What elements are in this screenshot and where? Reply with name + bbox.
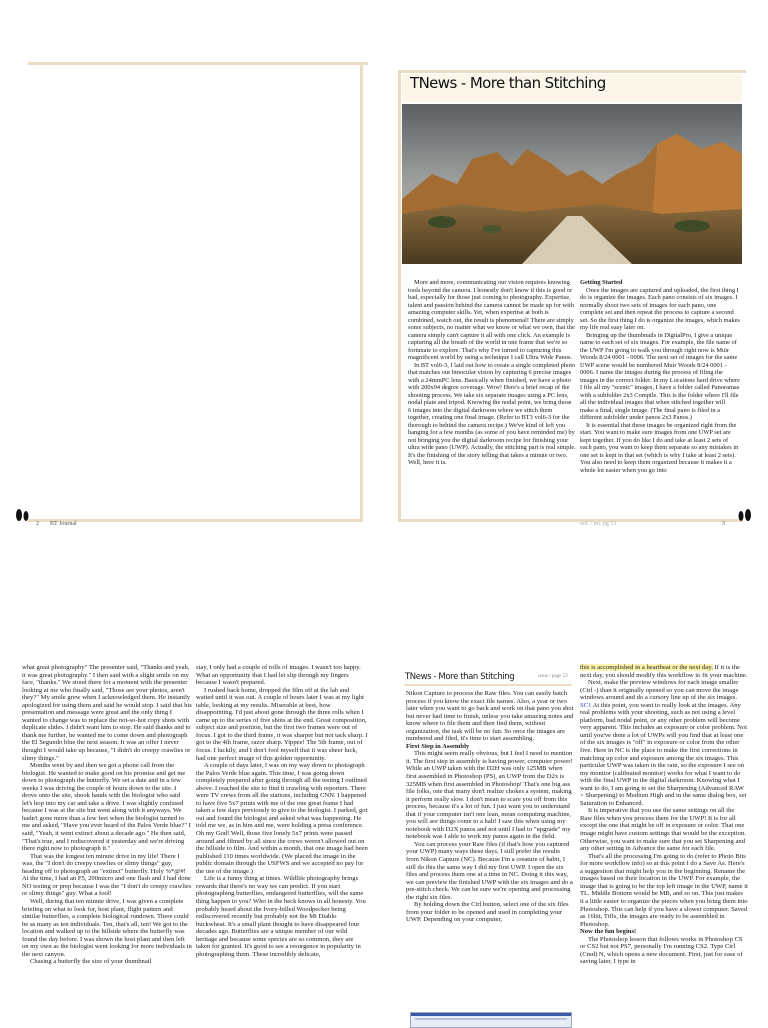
- footer-meta-right: vol. / no. pg 53: [580, 521, 617, 527]
- paragraph: Well, during that ten minute drive, I was given a complete briefing on what to look for, host plant, flight pattern and similar butterflies, a complete biological rundown. There could be as many as ten individuals. Ten, that's all, ten! We got to the location and walked up to the hillside where the butterfly was found the day before. I was shown the host plant and then left on my own as the biologist went looking for more individuals in the next canyon.: [22, 897, 192, 958]
- right-frame-top: [398, 70, 746, 73]
- running-header-title: TNews - More than Stitching: [405, 672, 515, 682]
- right-frame-bottom: [398, 519, 743, 522]
- paragraph: Months went by and then we got a phone call from the biologist. He wanted to make good on his promise and get me down to photograph the butterfly. We set a date and in a few weeks I was driving the couple of hours down to the site. I drove onto the site, shook hands with the biologist who said let's hop into my car and take a drive. I was slightly confused because I was at the site but went along with it anyways. We hadn't gone more than a few feet when the biologist turned to me and asked, "Have you ever heard of the Palos Verde blue?" I said, "Yeah, it went extinct about a decade ago." He then said, "That's true, and I rediscovered it yesterday and we're driving there right now to photograph it.": [22, 762, 191, 853]
- footer-journal-label: BT Journal: [50, 521, 77, 527]
- footer-page-number-right: 3: [722, 521, 725, 527]
- lower-text-column-4: [580, 664, 748, 1024]
- paragraph: That's all the processing I'm going to do (refer to Photo Bits for more workflow info) so at this point I do a Save As. Here's a suggestion that might help you in the beginning. Rename the images based on their location in the UWP. For example, the image that is going to be the top left image in the UWP, name it TL. Middle Bottom would be MB, and so on. This just makes it a little easier to organize the pieces when you bring them into Photoshop. This can help if you have a slower computer. Saved as 16bit, Tiffs, the images are ready to be assembled in Photoshop.: [580, 852, 748, 928]
- upper-text-column-2: [580, 279, 740, 517]
- running-header-meta: issue / page 53: [538, 674, 568, 679]
- paragraph: This might seem really obvious, but I feel I need to mention it. The first step in assembly is having power, computer power! While an UWP taken with the D2H was only 125MB when first assembled in Photoshop (PS), an UWP from the D2x is 325MB when first assembled in Photoshop! That's one big ass file folks, one that many don't realize chokes a system, making it perform really slow. I don't mean to scare you off from this process, because it's a lot of fun. I just want you to understand that if your computer isn't one lean, mean computing machine, you will see things come to a halt! I saw this when using my notebook with D2X panos and not until I had to "upgrade" my notebook was I able to work my panos again in the field.: [406, 750, 573, 841]
- paragraph: More and more, communicating our vision requires knowing tools beyond the camera. I honestly don't know if this is good or bad, especially for those just coming to photography. Expertise, talent and passion behind the camera cannot be made up for with amazing computer skills. Yet, when expertise at both is combined, watch out, the result is phenomenal! There are simply some subjects, no matter what we know or what we own, that the camera simply can't capture it all with one click. An example is capturing all the breath of the world in one frame that we're so fortunate to explore. That's why I've turned to capturing this magnificent world by using a technique I call Ultra Wide Panos.: [408, 279, 575, 361]
- section-heading: Now the fun begins!: [580, 928, 637, 936]
- upper-text-column-1: [408, 279, 576, 517]
- paragraph: That was the longest ten minute drive in my life! There I was, the "I don't do creepy crawlies or slimy things" guy, heading off to photograph an "extinct" butterfly. Holy %*@#! At the time, I had an F5, 200micro and one flash and I had done NO testing or prep because I was the "I don't do creepy crawlies or slimy things" guy. What a fool!: [22, 852, 192, 898]
- paragraph: Next, make the preview windows for each image smaller (Ctrl -) than it originally opened so you can move the image windows around and do a cursory line up of the six images. SC1 At this point, you want to really look at the images. Any real problems with your shooting, such as not using a level platform, bad nodal point, or any other problem will become very apparent. This includes an exposure or color problem. Not until you've done a lot of UWPs will you find that at least one of the six images is "off" in exposure or color from the other five. Here in NC is the place to make the first corrections in matching up color and exposure among the six images. This particular UWP was taken in the rain, so the exposure I see on my monitor (calibrated monitor) works for what I want to do with the final UWP in the digital darkroom. Knowing what I want to do, I am going to set the Sharpening (Advanced RAW > Sharpening) to Medium High and in the same dialog box, set Saturation to Enhanced.: [580, 679, 748, 807]
- paragraph: Bringing up the thumbnails in DigitalPro, I give a unique name to each set of six images. For example, the file name of the UWP I'm going to walk you through right now is Muir Woods 8/24 0001 - 0006. The next set of images for the same UWP scene would be numbered Muir Woods 8/24 0001 - 0006. I name the images during the process of filing the images in the correct folder. In my Locations hard drive where I file all my "scenic" images, I have a folder called Panoramas with a subfolder 2x3 Compile. This is the folder where I'll file all the individual images that when stitched together will make a final, single image. (The final pano is filed in a different subfolder under panos 2x3 Panos.): [580, 331, 740, 421]
- paragraph: In BT vol6-3, I laid out how to create a single completed photo that matches our binocular vision by capturing 6 precise images with a 24mmPC lens. Basically when finished, we have a photo with 200x94 degree coverage. Wow! Here's a brief recap of the shooting process. We take six separate images using a PC lens, nodal plate and tripod. Knowing the nodal point, we bring those 6 images into the digital darkroom where we stitch them together, creating one final image. (Refer to BT3 vol6-3 for the thorough to behind the camera recipe.) We've kind of left you hanging for a few months (as some of you have reminded me) by not bringing you the digital darkroom recipe for finishing your ultra wide pano (UWP). Actually, the stitching part is real simple. It's the finishing of the story telling that takes a minute or two. Well, here it is.: [408, 361, 576, 466]
- paragraph: By holding down the Ctrl button, select one of the six files from your folder to be opened and used in completing your UWP. Depending on your computer,: [406, 901, 569, 924]
- section-heading: Getting Started: [580, 279, 623, 286]
- left-frame-top: [28, 62, 368, 65]
- paragraph: The Photoshop lesson that follows works in Photoshop CS or CS2 but not PS7, personally I'm running CS2. Type Ctrl (Cmd) N, which opens a new document. First, just for ease of saving later, I type in: [580, 935, 743, 966]
- paragraph: Nikon Capture to process the Raw files. You can easily batch process if you know the exact file names. Also, a year or two later when you want to go back and work on that pano you shot but never had time to finish, unless you take amazing notes and know where to file them and then find them, without organization, the task will be no fun. So once the images are numbered and filed, it's time to start assembling.: [406, 690, 574, 743]
- left-frame-side: [360, 62, 363, 522]
- paragraph: Life is a funny thing at times. Wildlife photography brings rewards that there's no way we can predict. If you start photographing butterflies, endangered butterflies, will the same thing happen to you? Who in the heck knows in all honesty. You probably heard about the Ivory-billed Woodpecker being rediscovered recently but probably not the Mt Diablo buckwheat. It's a small plant thought to have disappeared four decades ago. Butterflies are a unique member of our wild heritage and because some species are so common, they are taken for granted. It's good to see a resurgence in popularity in photographing them. These incredibly delicate,: [196, 875, 366, 958]
- footer-page-number-left: 2: [36, 521, 39, 527]
- paragraph: what great photography" The presenter said, "Thanks and yeah, it was great photography." I then said with a slight smile on my face, "thanks." We stood there for a moment with the presenter looking at me who finally said, "Those are your photos, aren't they?" My smile grew when I acknowledged them. He instantly apologized for using them and said he would stop. I said that his presentation and message were great and the only thing I wanted to change was to replace the not-so-hot copy shots with duplicate slides. I didn't want him to stop. He said thanks and to thank me further, he wanted me to come down and photograph the El Segundo blue the next season. It was an offer I never thought I would take up because, "I didn't do creepy crawlies or slimy things.": [22, 664, 192, 762]
- left-frame-bottom: [28, 519, 363, 522]
- paragraph: I rushed back home, dropped the film off at the lab and waited until it was out. A couple of hours later I was at my light table, looking at my results. Miserable at best, how disappointing. I'd just about gone through the three rolls when I came up to the series of five shots at the end. Great composition, subject size and position, but the first two frames were out of focus. I got to the third frame, it was sharper but not tack sharp. I got to the 4th frame, razor sharp. Yippee! The 5th frame, out of focus. I luckily, and I don't fool myself that it was sheer luck, had one perfect image of this golden opportunity.: [196, 686, 368, 762]
- screenshot-reference: SC1: [580, 701, 592, 709]
- article-title: TNews - More than Stitching: [410, 74, 606, 92]
- lower-text-column-1: [22, 664, 192, 1024]
- right-frame-side: [398, 70, 401, 522]
- section-heading: First Step in Assembly: [406, 742, 470, 750]
- paragraph: You can process your Raw files (if that's how you captured your UWP) many ways these days, I still prefer the results from Nikon Capture (NC). Because I'm a creature of habit, I still do this the same way I did my first UWP. I open the six files and process them one at a time in NC. Doing it this way, we can preview the finished UWP with the six images and do a pre-stitch check. We can be sure we're opening and processing the right six files.: [406, 840, 573, 901]
- left-page-blank: [0, 0, 384, 540]
- highlighted-text: this is accomplished in a heartbeat or the next day.: [580, 664, 713, 671]
- landscape-photo: [402, 104, 742, 264]
- software-screenshot-image: [410, 1012, 572, 1028]
- paragraph: It is essential that these images be organized right from the start. You want to make sure images from one UWP set are kept together. If you do like I do and take at least 2 sets of each pano, you want to keep them separate so any mistakes in one set is kept in that set (which is why I take at least 2 sets). You also need to keep them organized because it makes it a whole lot easier when you go into: [580, 421, 739, 474]
- paragraph: Once the images are captured and uploaded, the first thing I do is organize the images. Each pano consists of six images. I normally shoot two sets of images for each pano, one complete set and then repeat the process to capture a second set. So the first thing I do is organize the images, which makes my life real easy later on.: [580, 286, 740, 331]
- lower-text-column-3: [406, 690, 574, 1012]
- paragraph: this is accomplished in a heartbeat or the next day. If it is the next day, you should modify this workflow to fit your machine.: [580, 664, 748, 679]
- lower-text-column-2: [196, 664, 368, 1024]
- paragraph: stay, I only had a couple of rolls of images. I wasn't too happy. What an opportunity that I had let slip through my fingers because I wasn't prepared.: [196, 664, 361, 687]
- paragraph: Chasing a butterfly the size of your thumbnail: [30, 958, 152, 966]
- butterfly-ornament-icon: [14, 508, 32, 522]
- paragraph: It is imperative that you use the same settings on all the Raw files when you process them for the UWP! It is for all except the one that might be off in exposure or color. That one image might have custom settings that would be the exception. Otherwise, you want to make sure that you set Sharpening and any other setting in Advance the same for each file.: [580, 807, 746, 853]
- running-header-rule: [404, 684, 572, 686]
- paragraph: A couple of days later, I was on my way down to photograph the Palos Verde blue again. This time, I was going down completely prepared after going through all the testing I outlined above. I reached the site to find it crawling with reporters. There were TV crews from all the stations, including CNN. I happened to have five 5x7 prints with me of the one great frame I had taken a few days previously to give to the biologist. I parked, got out and found the biologist and asked what was happening. He told me we, as in him and me, were holding a press conference. Oh my God! Well, those five lonely 5x7 prints were passed around and filmed by all since the crews weren't allowed out on the hillside to film. And within a month, that one image had been published 110 times worldwide. (We placed the image in the public domain through the USFWS and we accepted no pay for the use of the image.): [196, 762, 368, 875]
